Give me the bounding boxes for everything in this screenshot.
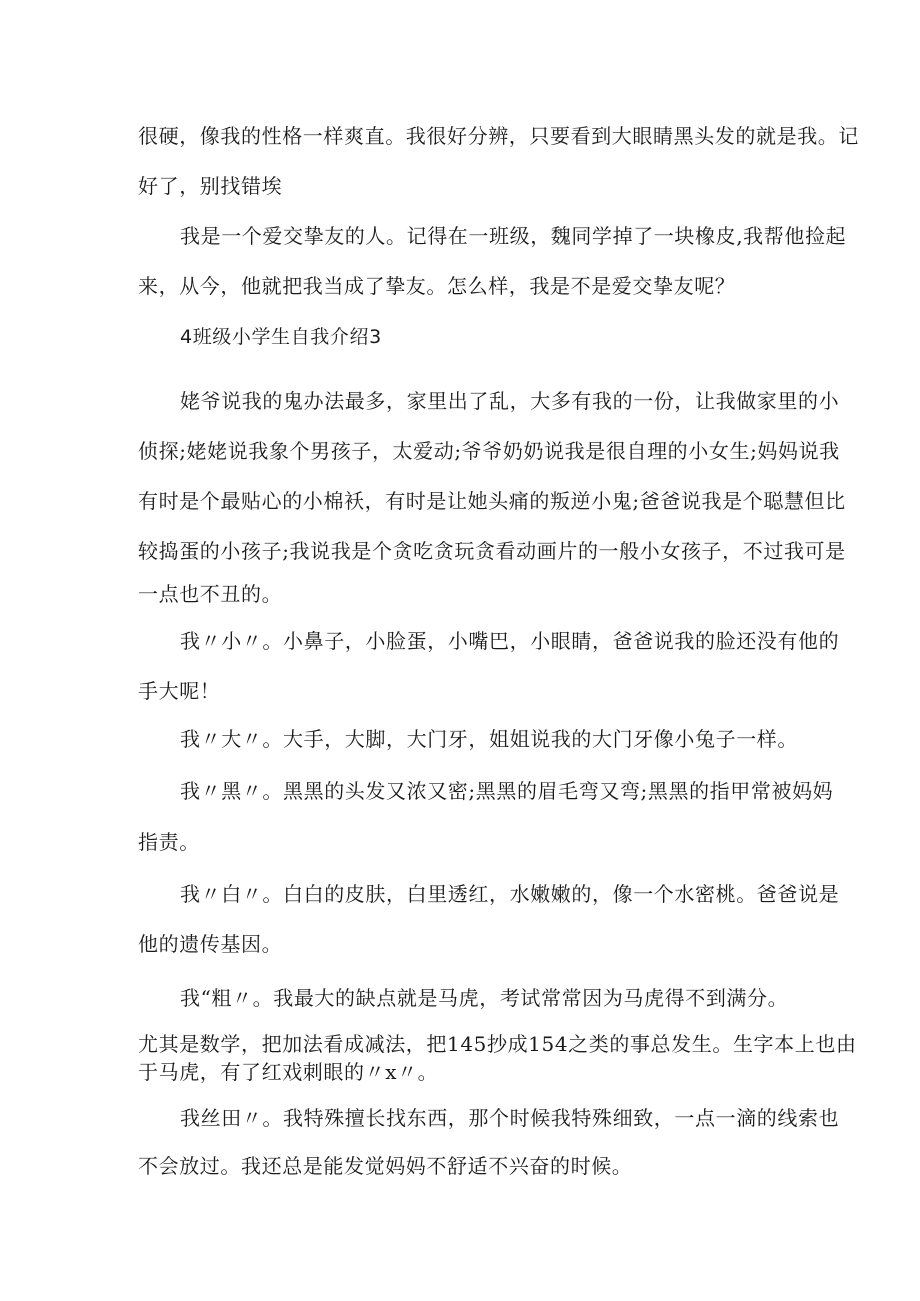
section-heading: 4班级小学生自我介绍3	[180, 326, 382, 348]
text-line: 不会放过。我还总是能发觉妈妈不舒适不兴奋的时候。	[138, 1154, 633, 1178]
text-line: 较捣蛋的小孩子;我说我是个贪吃贪玩贪看动画片的一般小女孩子，不过我可是	[138, 539, 846, 563]
text-line: 好了，别找错埃	[138, 174, 283, 198]
text-line: 手大呢！	[138, 679, 221, 703]
paragraph-start: 我〃小〃。小鼻子，小脸蛋，小嘴巴，小眼睛，爸爸说我的脸还没有他的	[180, 629, 840, 653]
paragraph-start: 我丝田〃。我特殊擅长找东西，那个时候我特殊细致，一点一滴的线索也	[180, 1106, 840, 1130]
text-line: 来，从今，他就把我当成了挚友。怎么样，我是不是爱交挚友呢？	[138, 274, 736, 298]
paragraph-start: 我〃大〃。大手，大脚，大门牙，姐姐说我的大门牙像小兔子一样。	[180, 727, 798, 751]
paragraph-start: 我是一个爱交挚友的人。记得在一班级，魏同学掉了一块橡皮,我帮他捡起	[180, 224, 847, 248]
text-line: 他的遗传基因。	[138, 932, 283, 956]
text-line: 有时是个最贴心的小棉袄，有时是让她头痛的叛逆小鬼;爸爸说我是个聪慧但比	[138, 489, 846, 513]
text-line: 指责。	[138, 830, 200, 854]
text-line: 一点也不丑的。	[138, 582, 283, 606]
paragraph-start: 我〃黑〃。黑黑的头发又浓又密;黑黑的眉毛弯又弯;黑黑的指甲常被妈妈	[180, 779, 834, 803]
text-line: 于马虎，有了红戏刺眼的〃x〃。	[138, 1060, 439, 1084]
text-line: 尤其是数学，把加法看成减法，把145抄成154之类的事总发生。生字本上也由	[138, 1032, 857, 1056]
paragraph-start: 我“粗〃。我最大的缺点就是马虎，考试常常因为马虎得不到满分。	[180, 986, 789, 1010]
paragraph-start: 我〃白〃。白白的皮肤，白里透红，水嫩嫩的，像一个水密桃。爸爸说是	[180, 882, 840, 906]
paragraph-start: 姥爷说我的鬼办法最多，家里出了乱，大多有我的一份，让我做家里的小	[180, 389, 840, 413]
text-line: 侦探;姥姥说我象个男孩子，太爱动;爷爷奶奶说我是很自理的小女生;妈妈说我	[138, 439, 840, 463]
text-line: 很硬，像我的性格一样爽直。我很好分辨，只要看到大眼睛黑头发的就是我。记	[138, 124, 859, 148]
